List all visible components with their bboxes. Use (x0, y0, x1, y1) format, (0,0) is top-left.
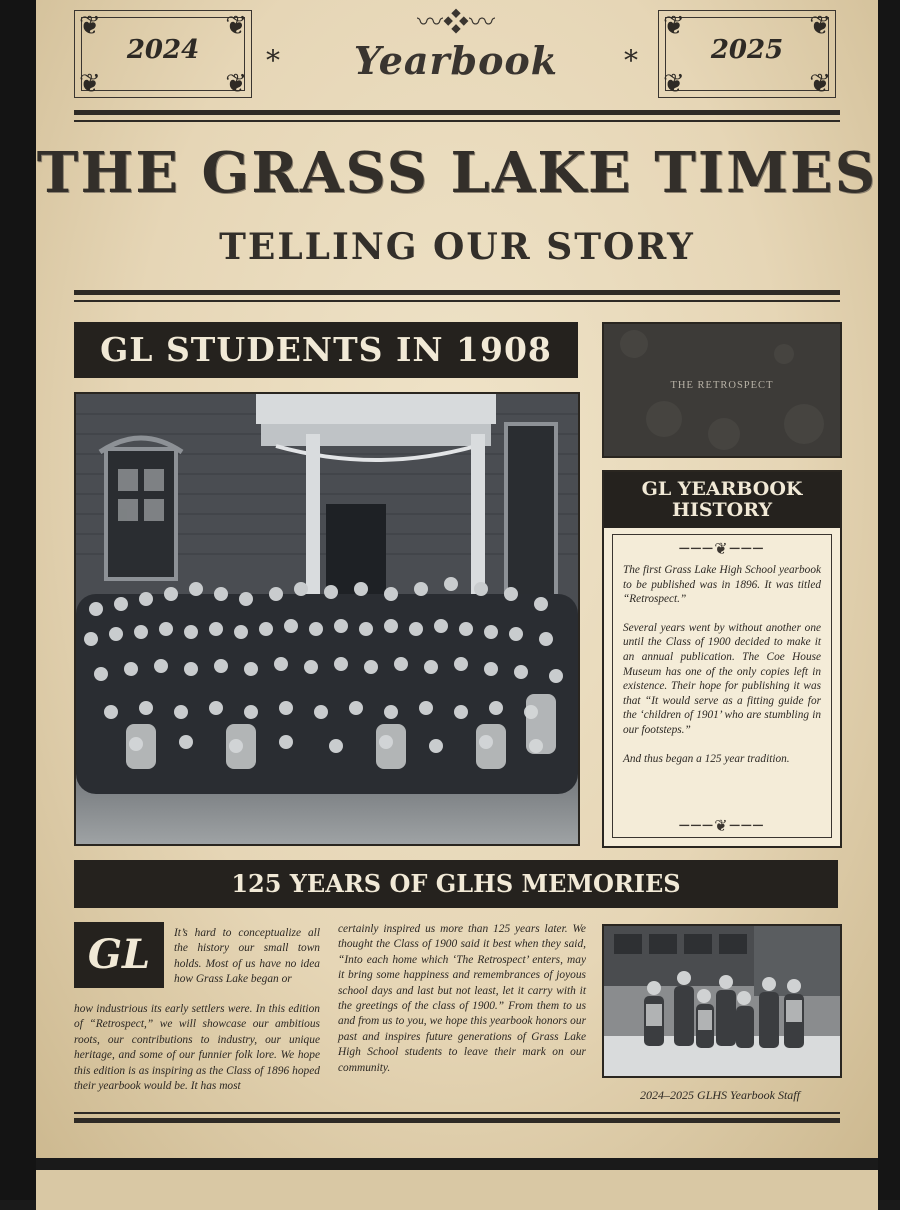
memories-heading: 125 YEARS OF GLHS MEMORIES (74, 860, 838, 908)
history-heading-line2: HISTORY (671, 499, 773, 521)
flourish-icon: ❦ (809, 69, 831, 99)
year-right: 2025 (710, 35, 784, 65)
students-1908-photo (74, 392, 580, 846)
history-text (623, 563, 821, 780)
staff-photo-caption: 2024–2025 GLHS Yearbook Staff (640, 1088, 800, 1102)
flourish-icon: ❦ (663, 69, 685, 99)
divider (74, 300, 840, 302)
flourish-icon: ❦ (809, 11, 831, 41)
masthead-title: THE GRASS LAKE TIMES (36, 140, 878, 206)
dropcap-gl: GL (74, 922, 164, 988)
article-col1-top: It’s hard to conceptualize all the history our small town holds. Most of us have no idea how Grass Lake began or (174, 927, 320, 986)
flourish-divider-icon: ───❦─── (679, 816, 765, 835)
divider (74, 110, 840, 115)
year-left-frame (74, 10, 252, 98)
history-paragraph-1: The first Grass Lake High School yearbook to be published was in 1896. It was titled “Retrospect.” (623, 564, 821, 606)
historic-photo-image (76, 394, 578, 844)
flourish-icon: ❦ (225, 69, 247, 99)
flourish-icon: ❦ (79, 69, 101, 99)
left-background (0, 0, 36, 1200)
masthead-subtitle: TELLING OUR STORY (219, 226, 695, 268)
history-paragraph-2: Several years went by without another one until the Class of 1900 decided to make it an annual publication. The Coe House Museum has one of the only copies left in existence. Their hope for publishing it was that “It would serve as a fitting guide for the ‘children of 1901’ who are stumbling in our footsteps.” (623, 621, 821, 736)
yearbook-label: Yearbook (353, 38, 559, 83)
history-paragraph-3: And thus began a 125 year tradition. (623, 752, 790, 765)
section-heading: GL STUDENTS IN 1908 (74, 322, 578, 378)
newspaper-page (36, 0, 878, 1158)
year-right-frame (658, 10, 836, 98)
history-heading (604, 472, 840, 528)
history-inner-frame (612, 534, 832, 838)
divider (74, 290, 840, 295)
retrospect-cover-text: THE RETROSPECT (670, 380, 774, 391)
flourish-divider-icon: ───❦─── (679, 539, 765, 558)
history-heading-line1: GL YEARBOOK (641, 478, 803, 500)
history-box (602, 470, 842, 848)
star-icon: * (624, 44, 638, 77)
retrospect-cover-photo (602, 322, 842, 458)
right-background (878, 0, 900, 1200)
next-page-edge (36, 1170, 878, 1210)
scroll-ornament-icon: 〰❖〰 (416, 8, 495, 38)
article-col2: certainly inspired us more than 125 years later. We thought the Class of 1900 said it best when they said, “Into each home which ‘The Retrospect’ enters, may it bring some happiness and remembrances of joyous school days and last but not least, let it carry with it the greetings of the class of 1900.” From them to us and from us to you, we hope this yearbook honors our past and inspires future generations of Grass Lake High School students to leave their mark on our community. (338, 923, 586, 1074)
divider (74, 1112, 840, 1114)
staff-photo (602, 924, 842, 1078)
divider (74, 1118, 840, 1123)
divider (74, 120, 840, 122)
star-icon: * (266, 44, 280, 77)
staff-photo-image (604, 926, 840, 1076)
year-left: 2024 (126, 35, 200, 65)
flourish-icon: ❦ (79, 11, 101, 41)
article-col1-bottom: how industrious its early settlers were. In this edition of “Retrospect,” we will showcase our ambitious roots, our contributions to industry, our unique heritage, and some of our funnier folk lore. We hope this edition is as inspiring as the Class of 1896 hoped their yearbook would be. It has most (74, 1003, 320, 1093)
flourish-icon: ❦ (225, 11, 247, 41)
flourish-icon: ❦ (663, 11, 685, 41)
